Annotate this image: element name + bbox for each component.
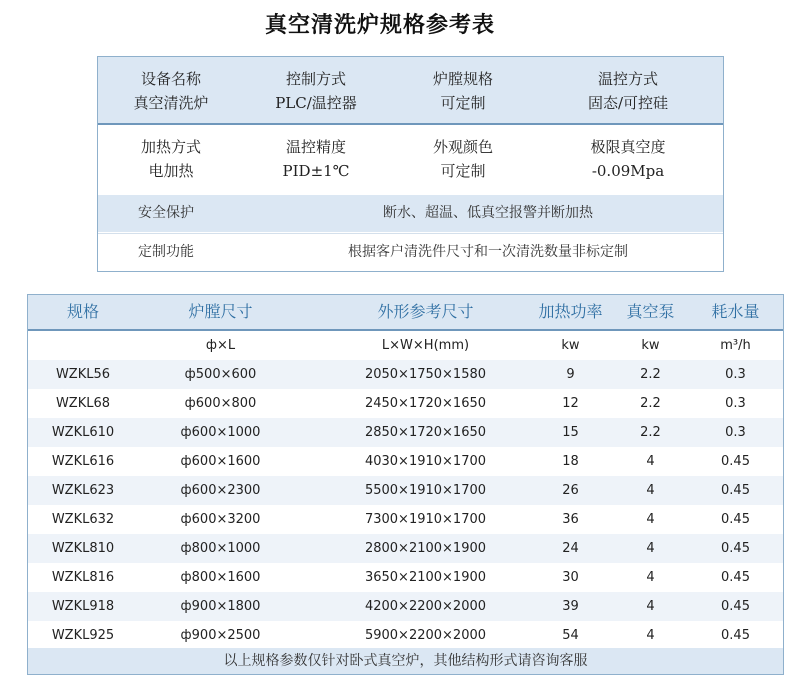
table-cell: 3650×2100×1900 xyxy=(364,570,487,585)
spec-label: 外观颜色 xyxy=(432,138,493,156)
table-cell: 0.45 xyxy=(721,454,750,469)
spec-label: 炉膛规格 xyxy=(432,70,493,88)
table-cell: 5500×1910×1700 xyxy=(364,483,487,498)
table-row xyxy=(28,418,783,447)
table-cell: L×W×H(mm) xyxy=(381,338,470,353)
table-cell: ф600×2300 xyxy=(180,483,261,498)
column-header: 规格 xyxy=(66,302,99,321)
table-cell: 2.2 xyxy=(640,367,661,382)
spec-cell-color xyxy=(388,135,538,183)
table-cell: ф900×2500 xyxy=(180,628,261,643)
spec-value: 断水、超温、低真空报警并断加热 xyxy=(383,205,593,221)
table-header xyxy=(28,295,783,331)
table-cell: 0.45 xyxy=(721,541,750,556)
table-cell: 36 xyxy=(562,512,579,527)
table-cell: 26 xyxy=(562,483,579,498)
table-cell: 0.3 xyxy=(725,396,746,411)
spec-value: PLC/温控器 xyxy=(275,94,357,112)
spec-cell-control-mode xyxy=(241,67,391,115)
table-cell: 0.45 xyxy=(721,599,750,614)
table-cell: WZKL68 xyxy=(55,396,111,411)
spec-value: 可定制 xyxy=(440,94,486,112)
table-cell: 4 xyxy=(646,570,655,585)
spec-value: 电加热 xyxy=(148,162,194,180)
table-footnote: 以上规格参数仅针对卧式真空炉，其他结构形式请咨询客服 xyxy=(28,648,783,674)
table-cell: 2.2 xyxy=(640,425,661,440)
table-cell: WZKL918 xyxy=(51,599,115,614)
table-cell: kw xyxy=(641,338,660,353)
table-row xyxy=(28,592,783,621)
table-cell: 24 xyxy=(562,541,579,556)
spec-cell-temp-accuracy xyxy=(241,135,391,183)
table-cell: 9 xyxy=(566,367,575,382)
table-cell: WZKL610 xyxy=(51,425,115,440)
table-row xyxy=(28,476,783,505)
spec-cell-ultimate-vacuum xyxy=(538,135,718,183)
table-cell: ф500×600 xyxy=(184,367,257,382)
table-cell: ф×L xyxy=(205,338,236,353)
spec-cell-temp-control xyxy=(538,67,718,115)
table-cell: 4 xyxy=(646,628,655,643)
table-cell: 2800×2100×1900 xyxy=(364,541,487,556)
table-cell: WZKL56 xyxy=(55,367,111,382)
table-cell: ф600×800 xyxy=(184,396,257,411)
table-row xyxy=(28,505,783,534)
table-cell: 39 xyxy=(562,599,579,614)
table-cell: 15 xyxy=(562,425,579,440)
table-cell: 2.2 xyxy=(640,396,661,411)
table-row xyxy=(28,389,783,418)
spec-value: 真空清洗炉 xyxy=(133,94,209,112)
table-cell: WZKL810 xyxy=(51,541,115,556)
spec-safety-row xyxy=(98,195,723,232)
table-cell: 7300×1910×1700 xyxy=(364,512,487,527)
spec-label: 温控精度 xyxy=(285,138,346,156)
table-cell: WZKL616 xyxy=(51,454,115,469)
table-cell: WZKL632 xyxy=(51,512,115,527)
table-cell: 0.45 xyxy=(721,570,750,585)
table-cell: 4 xyxy=(646,454,655,469)
table-cell: 4 xyxy=(646,541,655,556)
table-row xyxy=(28,360,783,389)
table-cell: 18 xyxy=(562,454,579,469)
table-cell: 54 xyxy=(562,628,579,643)
column-header: 炉膛尺寸 xyxy=(188,302,253,321)
spec-card xyxy=(97,56,724,272)
table-cell: ф600×1600 xyxy=(180,454,261,469)
table-cell: 2050×1750×1580 xyxy=(364,367,487,382)
column-header: 耗水量 xyxy=(711,302,760,321)
units-row xyxy=(28,331,783,360)
page-title: 真空清洗炉规格参考表 xyxy=(264,13,495,38)
table-row xyxy=(28,621,783,650)
table-cell: WZKL623 xyxy=(51,483,115,498)
table-row xyxy=(28,447,783,476)
spec-label: 定制功能 xyxy=(138,244,194,260)
table-cell: kw xyxy=(561,338,580,353)
table-cell: 0.45 xyxy=(721,512,750,527)
table-cell: 30 xyxy=(562,570,579,585)
table-cell: 2850×1720×1650 xyxy=(364,425,487,440)
table-cell: 4 xyxy=(646,599,655,614)
spec-value: 固态/可控硅 xyxy=(587,94,669,112)
spec-custom-row xyxy=(98,233,723,271)
table-cell: ф900×1800 xyxy=(180,599,261,614)
table-row xyxy=(28,563,783,592)
table-row xyxy=(28,534,783,563)
table-cell: 0.45 xyxy=(721,628,750,643)
table-cell: WZKL816 xyxy=(51,570,115,585)
spec-value: 根据客户清洗件尺寸和一次清洗数量非标定制 xyxy=(348,244,628,260)
table-cell: 4 xyxy=(646,512,655,527)
table-cell: 4200×2200×2000 xyxy=(364,599,487,614)
table-cell: ф800×1600 xyxy=(180,570,261,585)
spec-label: 极限真空度 xyxy=(590,138,666,156)
column-header: 真空泵 xyxy=(626,302,675,321)
table-cell: 4030×1910×1700 xyxy=(364,454,487,469)
spec-cell-equipment-name xyxy=(108,67,234,115)
table-cell: ф600×1000 xyxy=(180,425,261,440)
column-header: 加热功率 xyxy=(538,302,603,321)
spec-table xyxy=(27,294,784,675)
spec-value: -0.09Mpa xyxy=(591,162,665,180)
spec-cell-heating-mode xyxy=(108,135,234,183)
spec-label: 安全保护 xyxy=(138,205,194,221)
spec-header-band xyxy=(98,57,723,125)
spec-cell-chamber-size xyxy=(388,67,538,115)
spec-label: 设备名称 xyxy=(140,70,201,88)
table-cell: 2450×1720×1650 xyxy=(364,396,487,411)
table-cell: 0.3 xyxy=(725,367,746,382)
table-cell: 12 xyxy=(562,396,579,411)
table-cell: 5900×2200×2000 xyxy=(364,628,487,643)
spec-label: 控制方式 xyxy=(285,70,346,88)
table-cell: m³/h xyxy=(720,338,751,353)
spec-label: 温控方式 xyxy=(597,70,658,88)
spec-value: PID±1℃ xyxy=(282,162,350,180)
spec-label: 加热方式 xyxy=(140,138,201,156)
table-cell: WZKL925 xyxy=(51,628,115,643)
spec-value: 可定制 xyxy=(440,162,486,180)
table-cell: ф800×1000 xyxy=(180,541,261,556)
table-cell: 0.45 xyxy=(721,483,750,498)
table-cell: 0.3 xyxy=(725,425,746,440)
column-header: 外形参考尺寸 xyxy=(377,302,474,321)
table-cell: 4 xyxy=(646,483,655,498)
table-cell: ф600×3200 xyxy=(180,512,261,527)
